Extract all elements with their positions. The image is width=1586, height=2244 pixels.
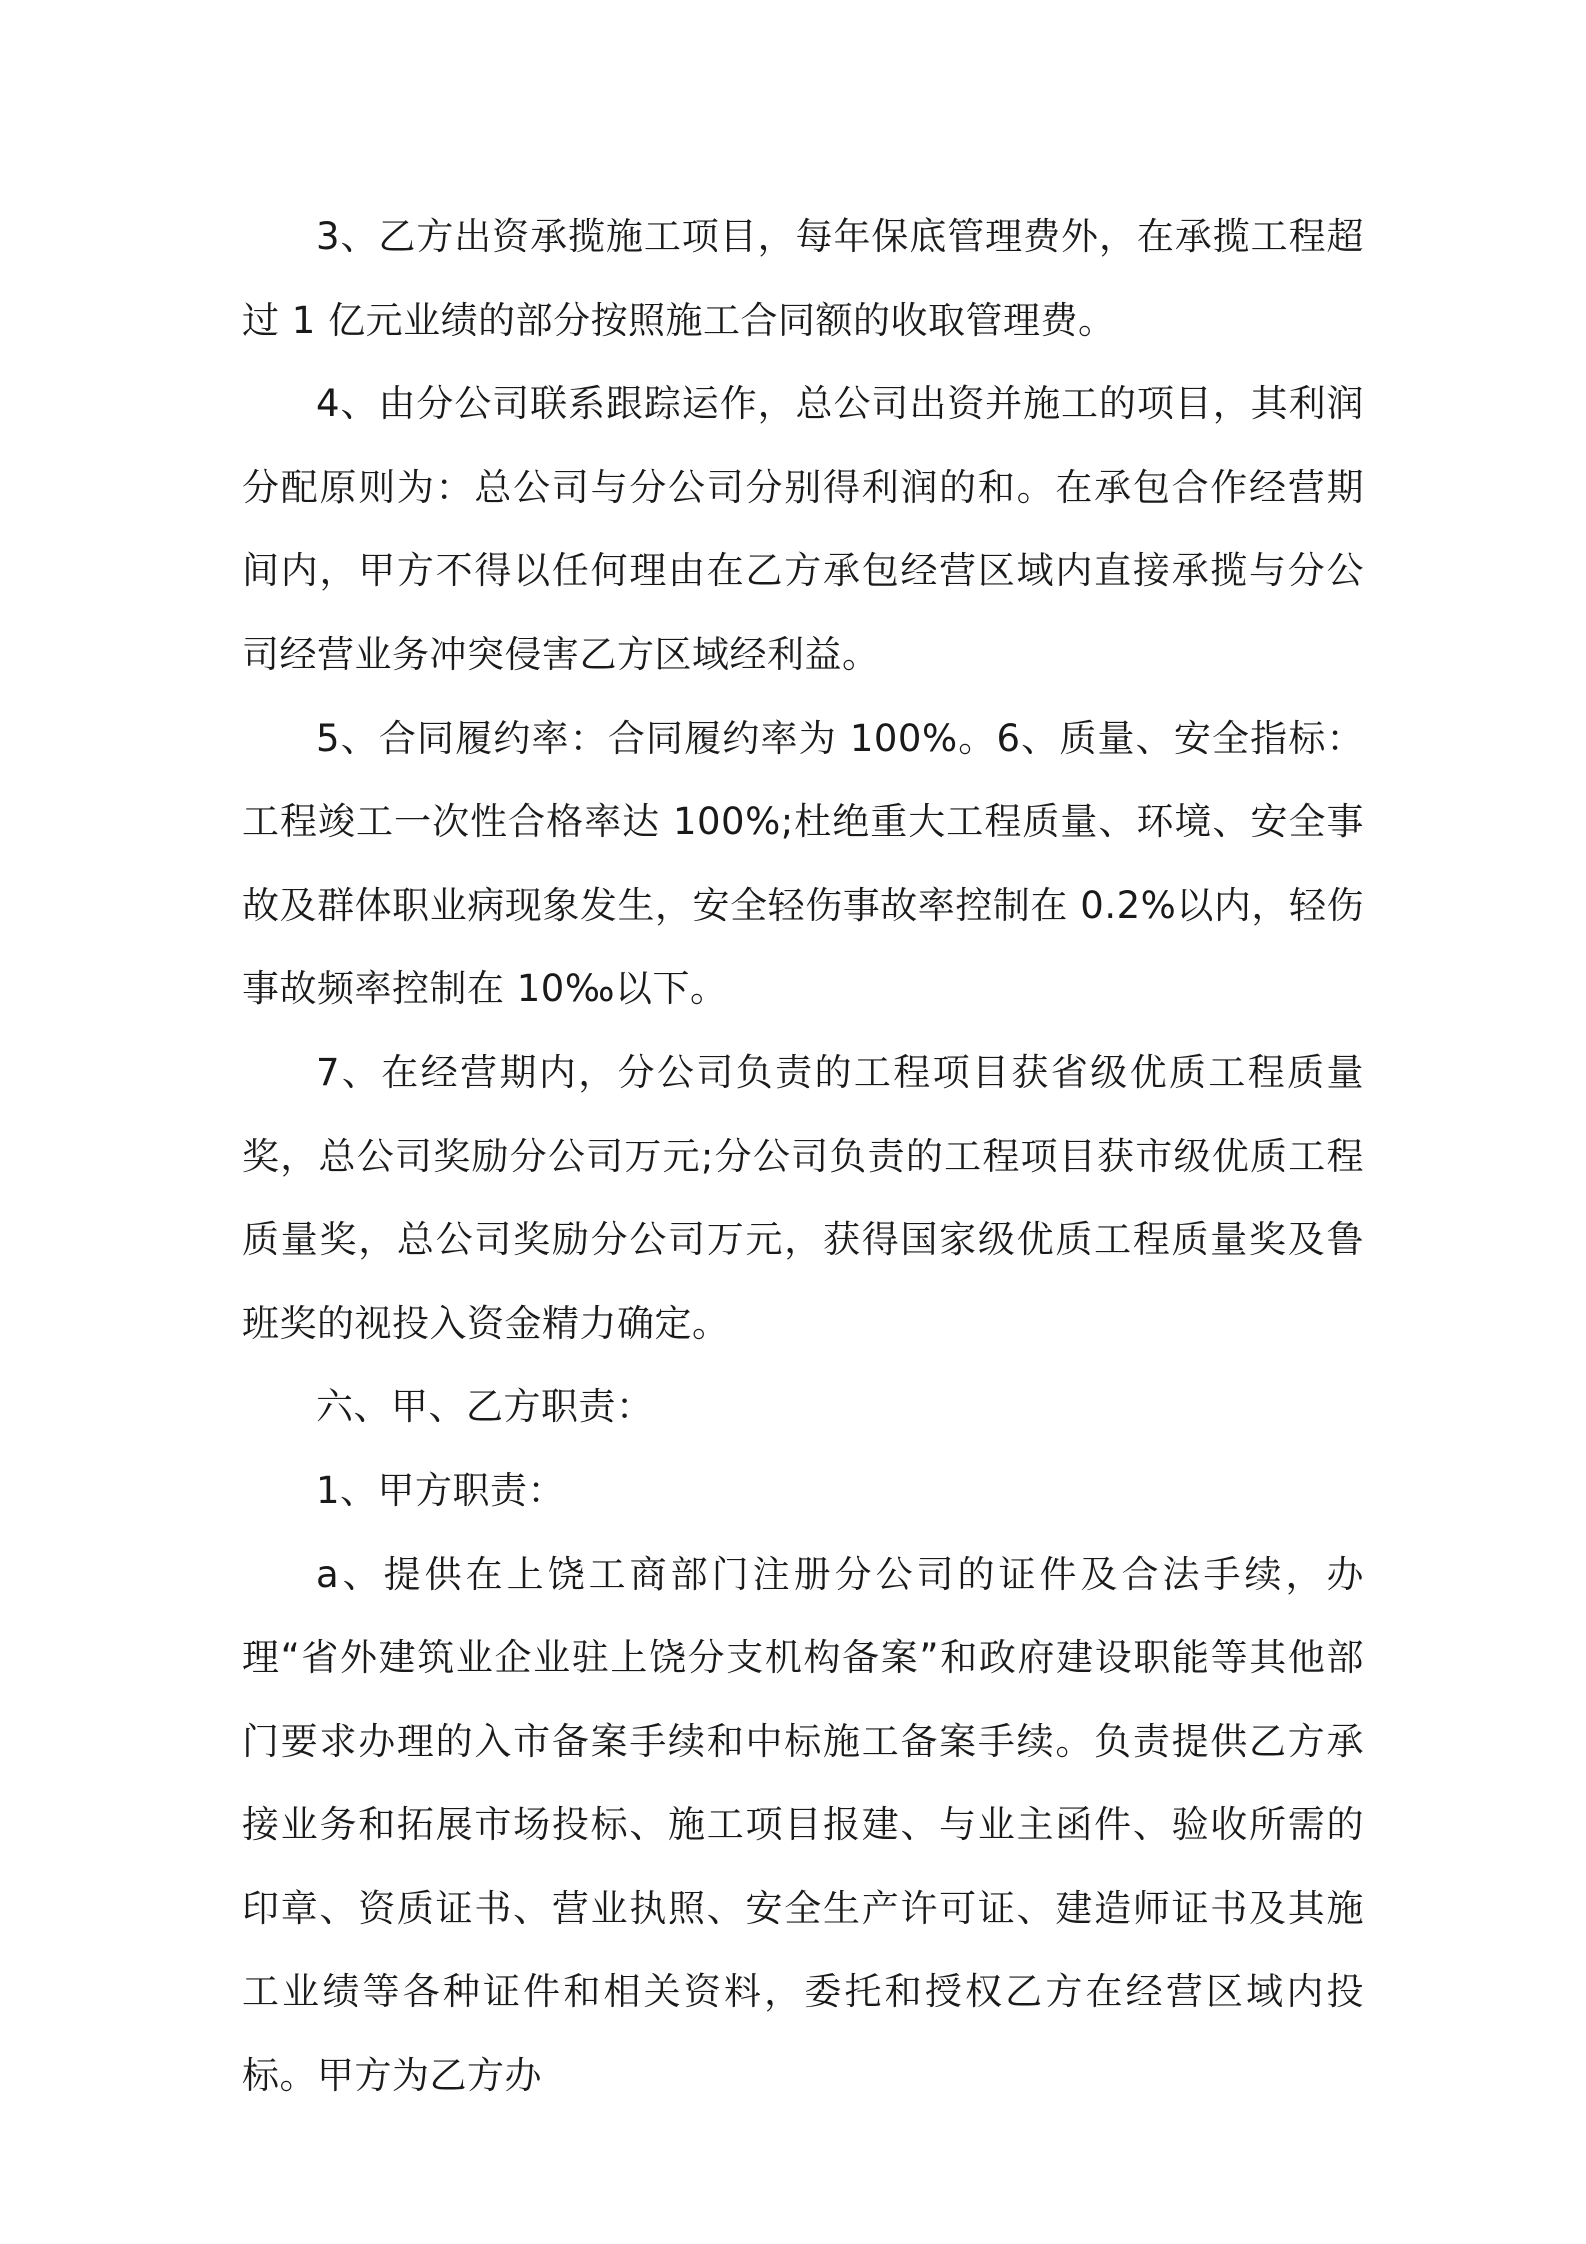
- paragraph-management-fee: 3、乙方出资承揽施工项目，每年保底管理费外，在承揽工程超过 1 亿元业绩的部分按照施工合同额的收取管理费。: [242, 215, 1364, 342]
- section-heading-responsibilities: 六、甲、乙方职责：: [316, 1385, 654, 1429]
- paragraph-profit-distribution: 4、由分公司联系跟踪运作，总公司出资并施工的项目，其利润分配原则为：总公司与分公司分别得利润的和。在承包合作经营期间内，甲方不得以任何理由在乙方承包经营区域内直接承揽与分公司经营业务冲突侵害乙方区域经利益。: [242, 382, 1364, 676]
- paragraph-quality-safety: 5、合同履约率：合同履约率为 100%。6、质量、安全指标：工程竣工一次性合格率达 100%;杜绝重大工程质量、环境、安全事故及群体职业病现象发生，安全轻伤事故率控制在 0.2%以内，轻伤事故频率控制在 10‰以下。: [242, 716, 1364, 1011]
- paragraph-party-a-duties: a、提供在上饶工商部门注册分公司的证件及合法手续，办理“省外建筑业企业驻上饶分支机构备案”和政府建设职能等其他部门要求办理的入市备案手续和中标施工备案手续。负责提供乙方承接业务和拓展市场投标、施工项目报建、与业主函件、验收所需的印章、资质证书、营业执照、安全生产许可证、建造师证书及其施工业绩等各种证件和相关资料，委托和授权乙方在经营区域内投标。甲方为乙方办: [242, 1552, 1364, 2098]
- subsection-heading-party-a: 1、甲方职责：: [316, 1468, 566, 1512]
- document-body: [242, 195, 1364, 2118]
- paragraph-quality-awards: 7、在经营期内，分公司负责的工程项目获省级优质工程质量奖，总公司奖励分公司万元;分公司负责的工程项目获市级优质工程质量奖，总公司奖励分公司万元，获得国家级优质工程质量奖及鲁班奖的视投入资金精力确定。: [242, 1050, 1364, 1345]
